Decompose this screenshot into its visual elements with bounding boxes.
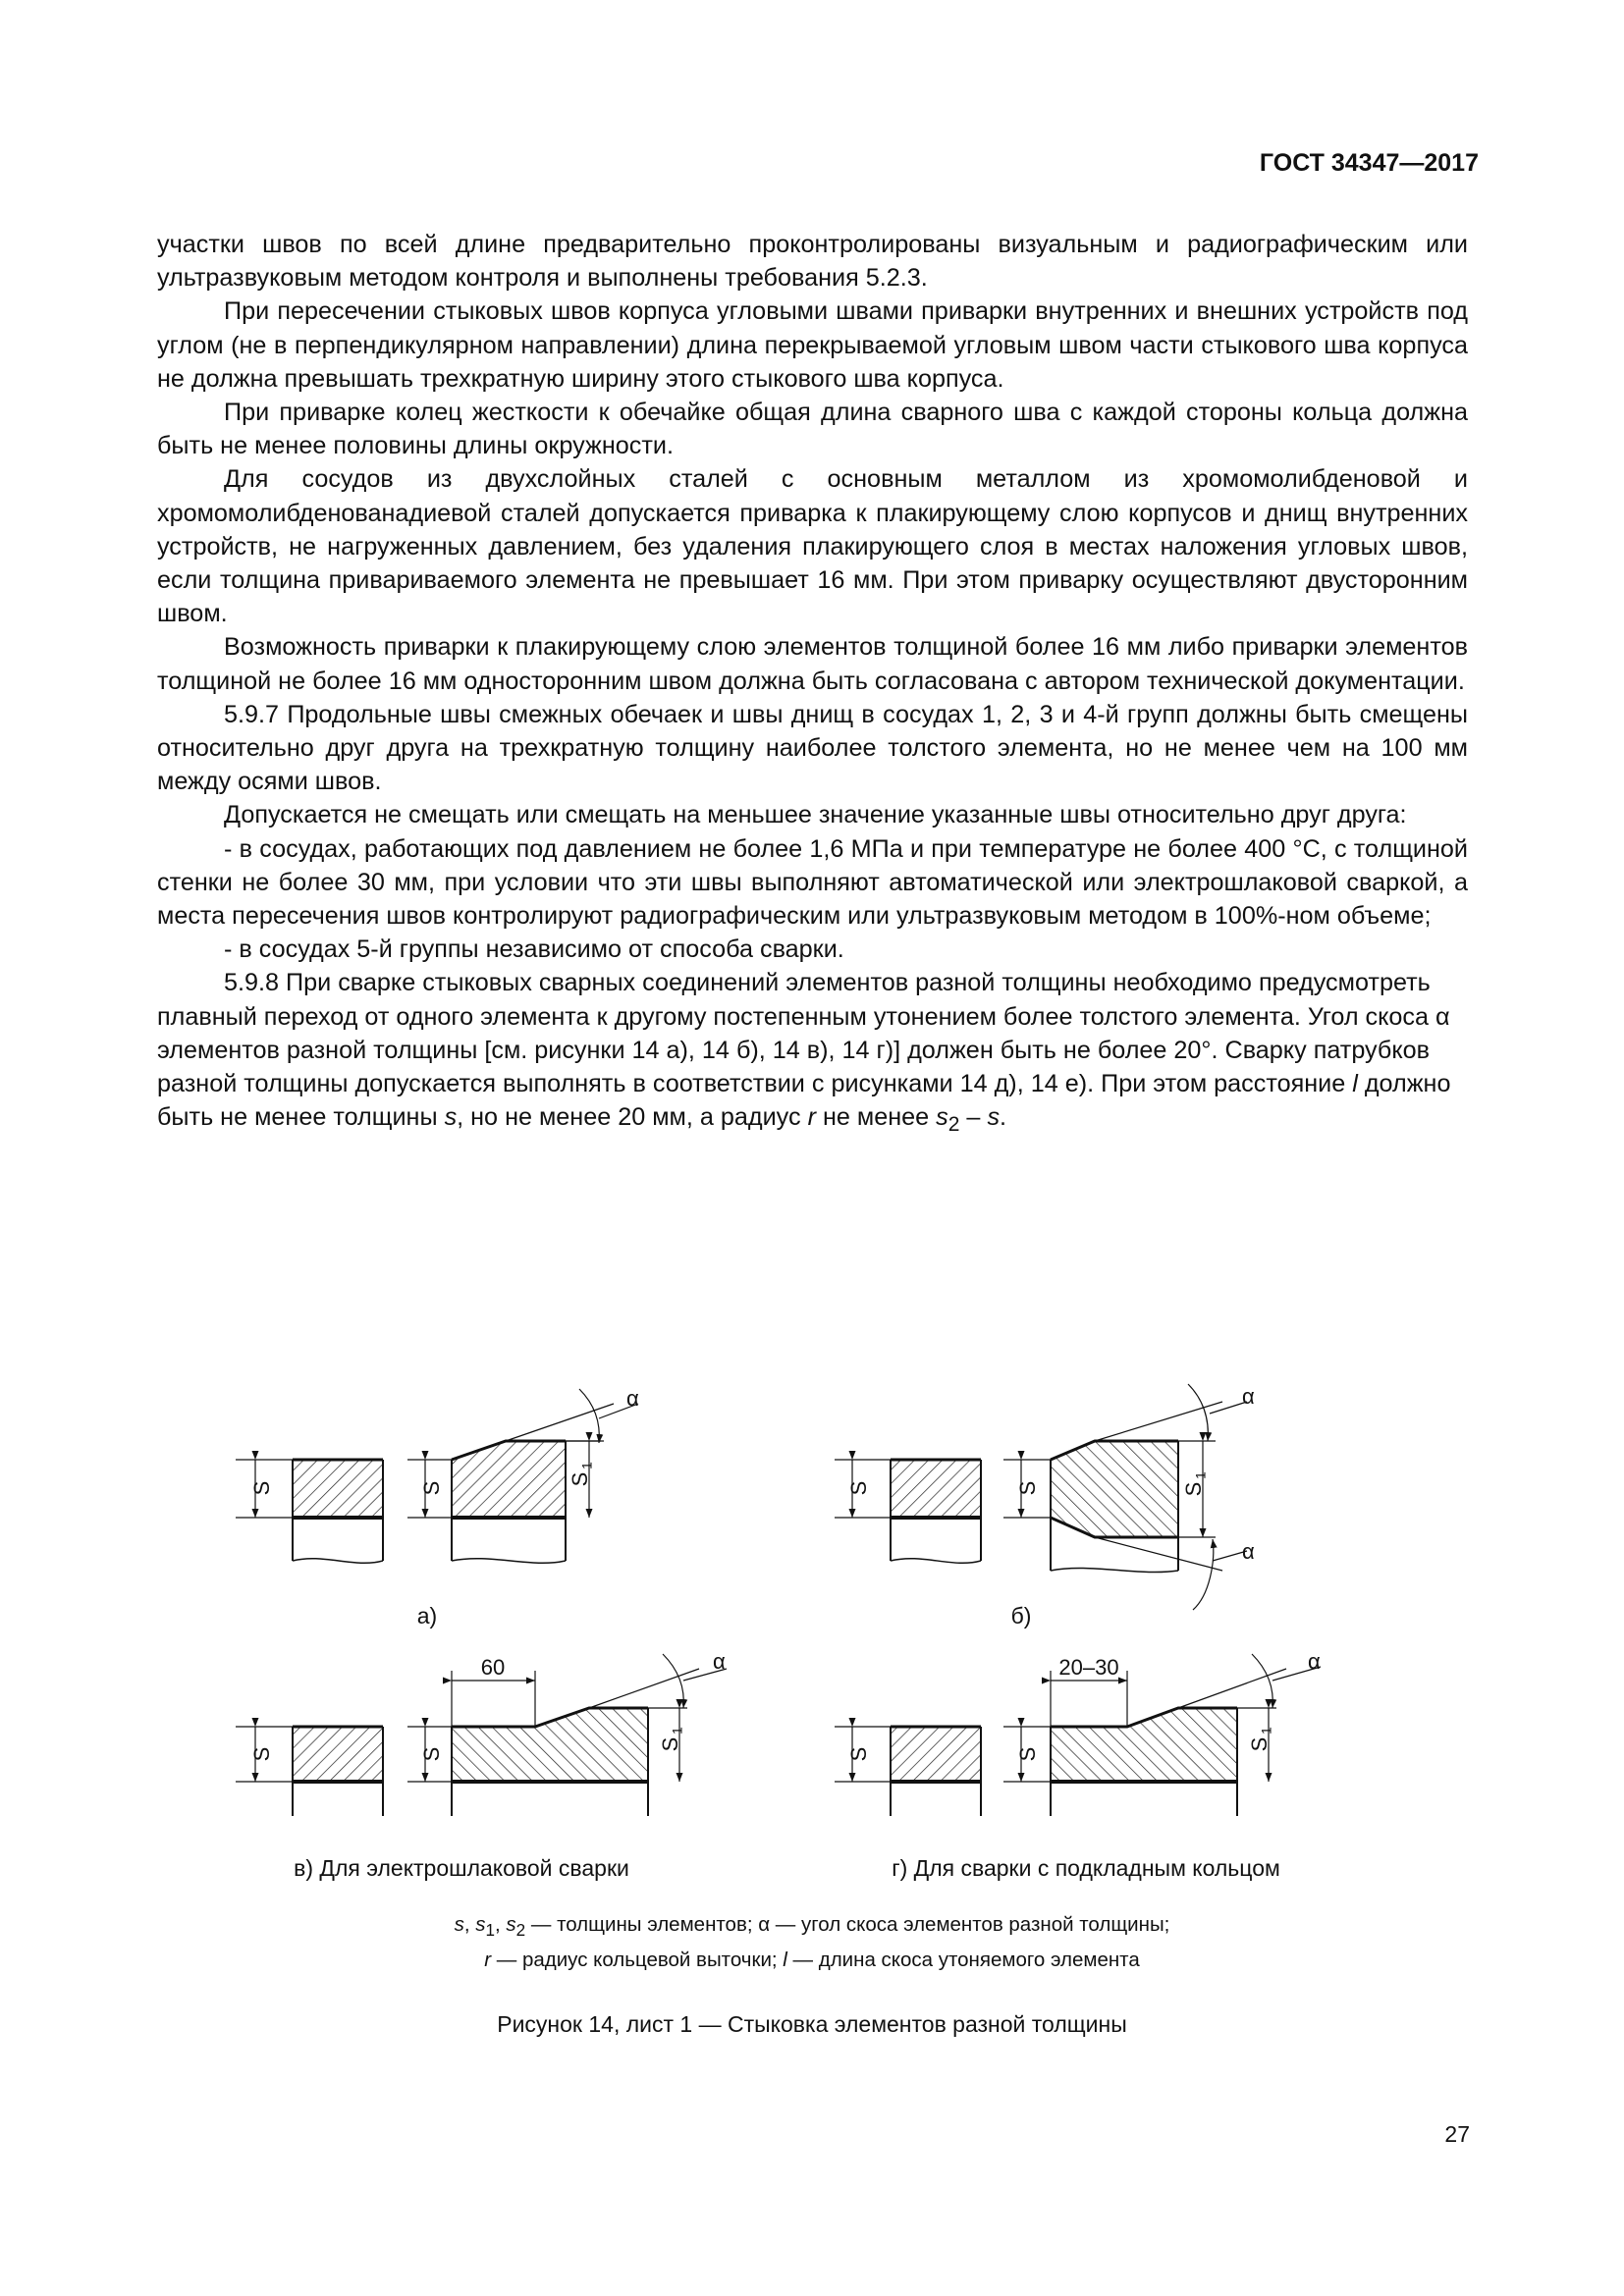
svg-text:1: 1 bbox=[1258, 1727, 1274, 1735]
legend-line-2: r — радиус кольцевой выточки; l — длина скоса утоняемого элемента bbox=[484, 1949, 1140, 1972]
label-s: S bbox=[845, 1480, 871, 1496]
legend-line-1: s, $s_1$, $s_2$ — толщины элементов; α — угол скоса элементов разной толщины; bbox=[454, 1913, 1170, 1941]
label-s: S bbox=[248, 1480, 274, 1496]
label-s: S bbox=[248, 1746, 274, 1762]
page-number: 27 bbox=[1444, 2121, 1470, 2147]
list-item: - в сосудах 5-й группы независимо от способа сварки. bbox=[224, 935, 844, 964]
paragraph-5-9-7: 5.9.7 Продольные швы смежных обечаек и швы днищ в сосудах 1, 2, 3 и 4-й групп должны быть смещены относительно друг друга на трехкратную толщину наиболее толстого элемента, но не менее чем на 100 мм между осями швов. bbox=[157, 700, 1468, 796]
label-s: S bbox=[1014, 1480, 1040, 1496]
paragraph-5-9-8: 5.9.8 При сварке стыковых сварных соединений элементов разной толщины необходимо предусмотреть плавный переход от одного элемента к другому постепенным утонением более толстого элемента. Угол скоса α элементов разной толщины [см. рисунки 14 а), 14 б), 14 в), 14 г)] должен быть не более 20°. Сварку патрубков разной толщины допускается выполнять в соответствии с рисунками 14 д), 14 е). При этом расстояние l должно быть не менее толщины s, но не менее 20 мм, а радиус r не менее $s_2$ – s. bbox=[157, 969, 1451, 1137]
label-s: S bbox=[418, 1480, 444, 1496]
paragraph: Для сосудов из двухслойных сталей с основным металлом из хромомолибденовой и хромомолибденованадиевой сталей допускается приварка к плакирующему слою корпусов и днищ внутренних устройств, не нагруженных давлением, без удаления плакирующего слоя в местах наложения угловых швов, если толщина привариваемого элемента не превышает 16 мм. При этом приварку осуществляют двусторонним швом. bbox=[157, 465, 1468, 628]
label-s1 bbox=[1247, 1727, 1274, 1751]
svg-text:S: S bbox=[1246, 1736, 1272, 1752]
figure-legend bbox=[0, 1910, 1624, 1975]
svg-text:S: S bbox=[567, 1471, 592, 1487]
dimension-60: 60 bbox=[480, 1655, 506, 1680]
label-alpha: α bbox=[1242, 1384, 1255, 1409]
paragraph: При пересечении стыковых швов корпуса угловыми швами приварки внутренних и внешних устройств под углом (не в перпендикулярном направлении) длина перекрываемой угловым швом части стыкового шва корпуса не должна превышать трехкратную ширину этого стыкового шва корпуса. bbox=[157, 297, 1468, 393]
panel-a-label: а) bbox=[416, 1603, 438, 1629]
panel-v-label: в) Для электрошлаковой сварки bbox=[294, 1855, 629, 1881]
dimension-20-30: 20–30 bbox=[1058, 1655, 1119, 1680]
svg-text:S: S bbox=[657, 1736, 682, 1752]
svg-text:1: 1 bbox=[1192, 1471, 1209, 1479]
label-alpha: α bbox=[1308, 1649, 1321, 1674]
svg-text:1: 1 bbox=[578, 1462, 595, 1469]
panel-g-label: г) Для сварки с подкладным кольцом bbox=[892, 1855, 1280, 1881]
panel-b-label: б) bbox=[1010, 1603, 1032, 1629]
paragraph: Возможность приварки к плакирующему слою элементов толщиной более 16 мм либо приварки элементов толщиной не более 16 мм односторонним швом должна быть согласована с автором технической документации. bbox=[157, 633, 1468, 695]
label-alpha: α bbox=[626, 1386, 639, 1411]
paragraph: участки швов по всей длине предварительно проконтролированы визуальным и радиографическим или ультразвуковым методом контроля и выполнены требования 5.2.3. bbox=[157, 231, 1468, 293]
label-s: S bbox=[418, 1746, 444, 1762]
label-s1 bbox=[1181, 1471, 1209, 1496]
label-alpha: α bbox=[713, 1649, 726, 1674]
label-alpha: α bbox=[1242, 1539, 1255, 1564]
paragraph: Допускается не смещать или смещать на меньшее значение указанные швы относительно друг друга: bbox=[224, 801, 1407, 829]
svg-text:S: S bbox=[1180, 1481, 1206, 1497]
label-s1 bbox=[568, 1462, 595, 1486]
figure-caption: Рисунок 14, лист 1 — Стыковка элементов разной толщины bbox=[497, 2011, 1127, 2037]
document-code: ГОСТ 34347—2017 bbox=[1259, 149, 1479, 177]
label-s: S bbox=[845, 1746, 871, 1762]
label-s1 bbox=[658, 1727, 685, 1751]
paragraph: При приварке колец жесткости к обечайке общая длина сварного шва с каждой стороны кольца должна быть не менее половины длины окружности. bbox=[157, 399, 1468, 460]
list-item: - в сосудах, работающих под давлением не более 1,6 МПа и при температуре не более 400 °С, с толщиной стенки не более 30 мм, при условии что эти швы выполняют автоматической или электрошлаковой сваркой, а места пересечения швов контролируют радиографическим или ультразвуковым методом в 100%-ном объеме; bbox=[157, 834, 1468, 931]
svg-text:1: 1 bbox=[669, 1727, 685, 1735]
label-s: S bbox=[1014, 1746, 1040, 1762]
